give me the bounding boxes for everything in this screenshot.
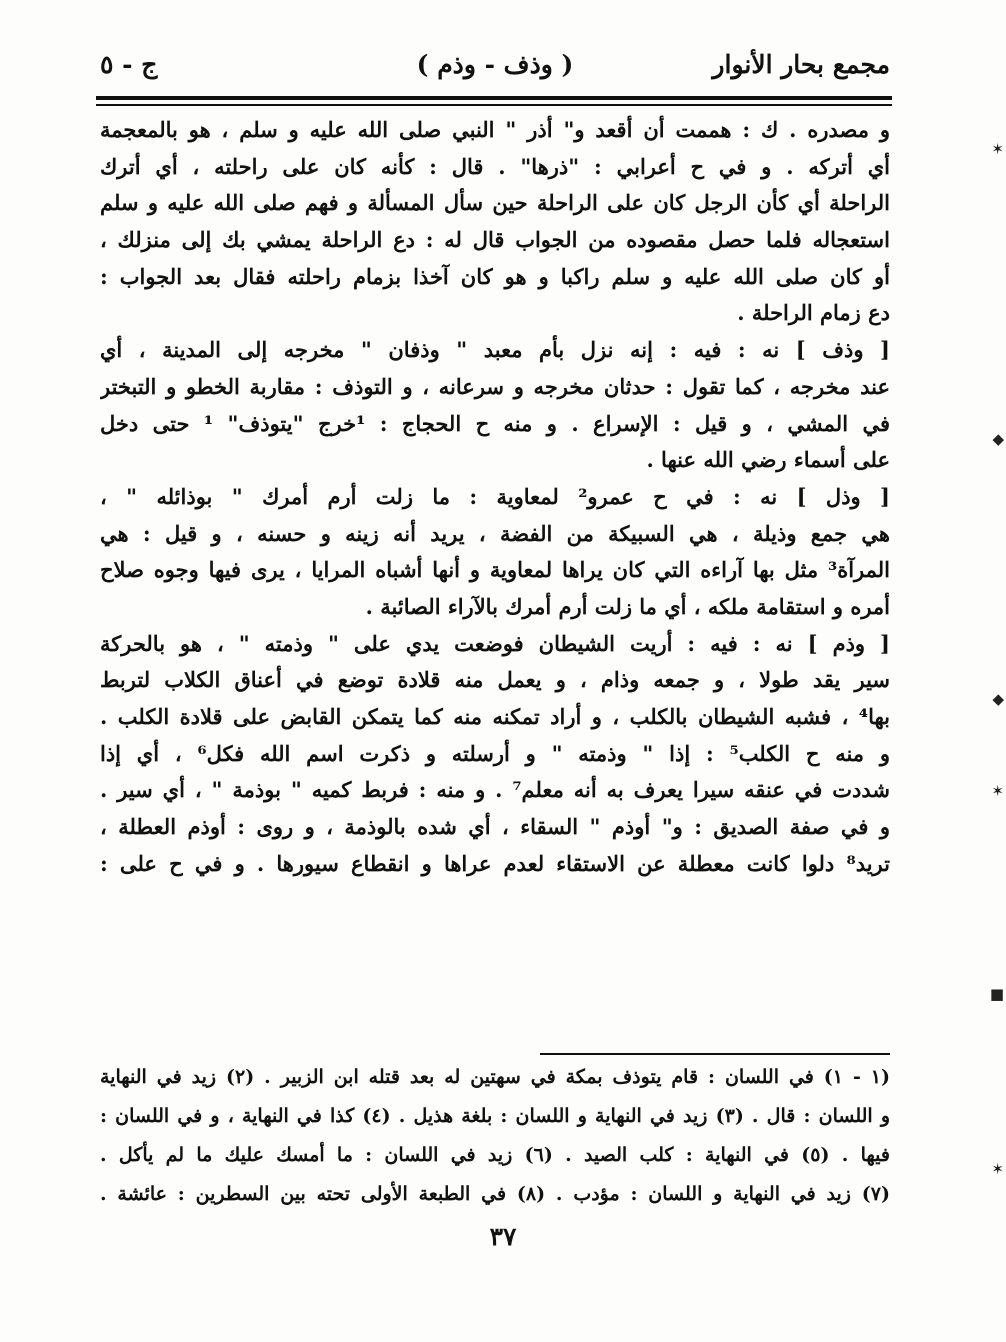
- text-line: شددت في عنقه سيرا يعرف به أنه معلم⁷ . و منه : فربط كميه " بوذمة " ، أي سير .: [100, 777, 890, 803]
- footnote-line: (٧) زيد في النهاية و اللسان : مؤدب . (٨) في الطبعة الأولى تحته بين السطرين : عائشة .: [100, 1183, 890, 1205]
- text-line: على أسماء رضي الله عنها .: [646, 447, 890, 473]
- text-line: دع زمام الراحلة .: [737, 300, 890, 326]
- volume-label: ج - ٥: [100, 50, 158, 79]
- text-line: أمره و استقامة ملكه ، أي ما زلت أرم أمرك بالآراء الصائبة .: [365, 593, 890, 619]
- main-text: [100, 112, 890, 882]
- margin-mark: ◆: [992, 690, 1004, 708]
- margin-mark: ✶: [991, 782, 1004, 800]
- footnote-line: و اللسان : قال . (٣) زيد في النهاية و اللسان : بلغة هذيل . (٤) كذا في النهاية ، و في اللسان :: [100, 1105, 890, 1127]
- margin-mark: ■: [989, 985, 1004, 1003]
- text-line: أو كان صلى الله عليه و سلم راكبا و هو كان آخذا بزمام راحلته فقال بعد الجواب :: [100, 263, 890, 289]
- running-header: [100, 44, 890, 92]
- text-line: و مصدره . ك : هممت أن أقعد و" أذر " النبي صلى الله عليه و سلم ، هو بالمعجمة: [100, 117, 890, 142]
- footnote-line: (١ - ١) في اللسان : قام يتوذف بمكة في سهتين له بعد قتله ابن الزبير . (٢) زيد في النهاية: [100, 1066, 890, 1088]
- entry-heading-line: [ وذف ] نه : فيه : إنه نزل بأم معبد " وذفان " مخرجه إلى المدينة ، أي: [100, 337, 890, 363]
- entry-heading-line: [ وذل ] نه : في ح عمرو² لمعاوية : ما زلت أرم أمرك " بوذائله " ،: [100, 483, 890, 509]
- page-number: ٣٧: [489, 1222, 517, 1251]
- book-title: مجمع بحار الأنوار: [712, 50, 890, 79]
- text-line: الراحلة أي كأن الرجل كان على الراحلة حين سأل المسألة و فهم صلى الله عليه و سلم: [100, 190, 890, 216]
- text-line: المرآة³ مثل بها آراءه التي كان يراها لمعاوية و أنها أشباه المرايا ، يرى فيها وجوه صلاح: [100, 557, 890, 583]
- entry-heading-line: [ وذم ] نه : فيه : أريت الشيطان فوضعت يدي على " وذمته " ، هو بالحركة: [100, 630, 890, 656]
- text-line: استعجاله فلما حصل مقصوده من الجواب قال له : دع الراحلة يمشي بك إلى منزلك ،: [100, 227, 890, 253]
- margin-mark: ✶: [991, 140, 1004, 158]
- header-rule-thick: [96, 96, 892, 100]
- entry-range: ( وذف - وذم ): [416, 50, 574, 79]
- margin-mark: ✶: [991, 1160, 1004, 1178]
- footnotes: [100, 1058, 890, 1214]
- text-line: تريد⁸ دلوا كانت معطلة عن الاستقاء لعدم عراها و انقطاع سيورها . و في ح على :: [100, 850, 890, 876]
- text-line: في المشي ، و قيل : الإسراع . و منه ح الحجاج : ¹خرج "يتوذف" ¹ حتى دخل: [100, 410, 890, 436]
- text-line: سير يقد طولا ، و جمعه وذام ، و يعمل منه قلادة توضع في أعناق الكلاب لتربط: [100, 667, 890, 693]
- text-line: بها⁴ ، فشبه الشيطان بالكلب ، و أراد تمكنه منه كما يتمكن القابض على قلادة الكلب .: [100, 704, 890, 729]
- text-line: عند مخرجه ، كما تقول : حدثان مخرجه و سرعانه ، و التوذف : مقاربة الخطو و التبختر: [100, 373, 890, 399]
- margin-mark: ◆: [992, 430, 1004, 448]
- header-rule-thin: [96, 104, 892, 106]
- text-line: هي جمع وذيلة ، هي السبيكة من الفضة ، يريد أنه زينه و حسنه ، و قيل : هي: [100, 520, 890, 546]
- footnote-line: فيها . (٥) في النهاية : كلب الصيد . (٦) زيد في اللسان : ما أمسك عليك ما لم يأكل .: [100, 1144, 890, 1166]
- text-line: و في صفة الصديق : و" أوذم " السقاء ، أي شده بالوذمة ، و روى : أوذم العطلة ،: [100, 814, 890, 840]
- text-line: أي أتركه . و في ح أعرابي : "ذرها" . قال : كأنه كان على راحلته ، أي أترك: [100, 153, 890, 179]
- text-line: و منه ح الكلب⁵ : إذا " وذمته " و أرسلته و ذكرت اسم الله فكل⁶ ، أي إذا: [100, 740, 890, 766]
- footnote-rule: [540, 1053, 890, 1055]
